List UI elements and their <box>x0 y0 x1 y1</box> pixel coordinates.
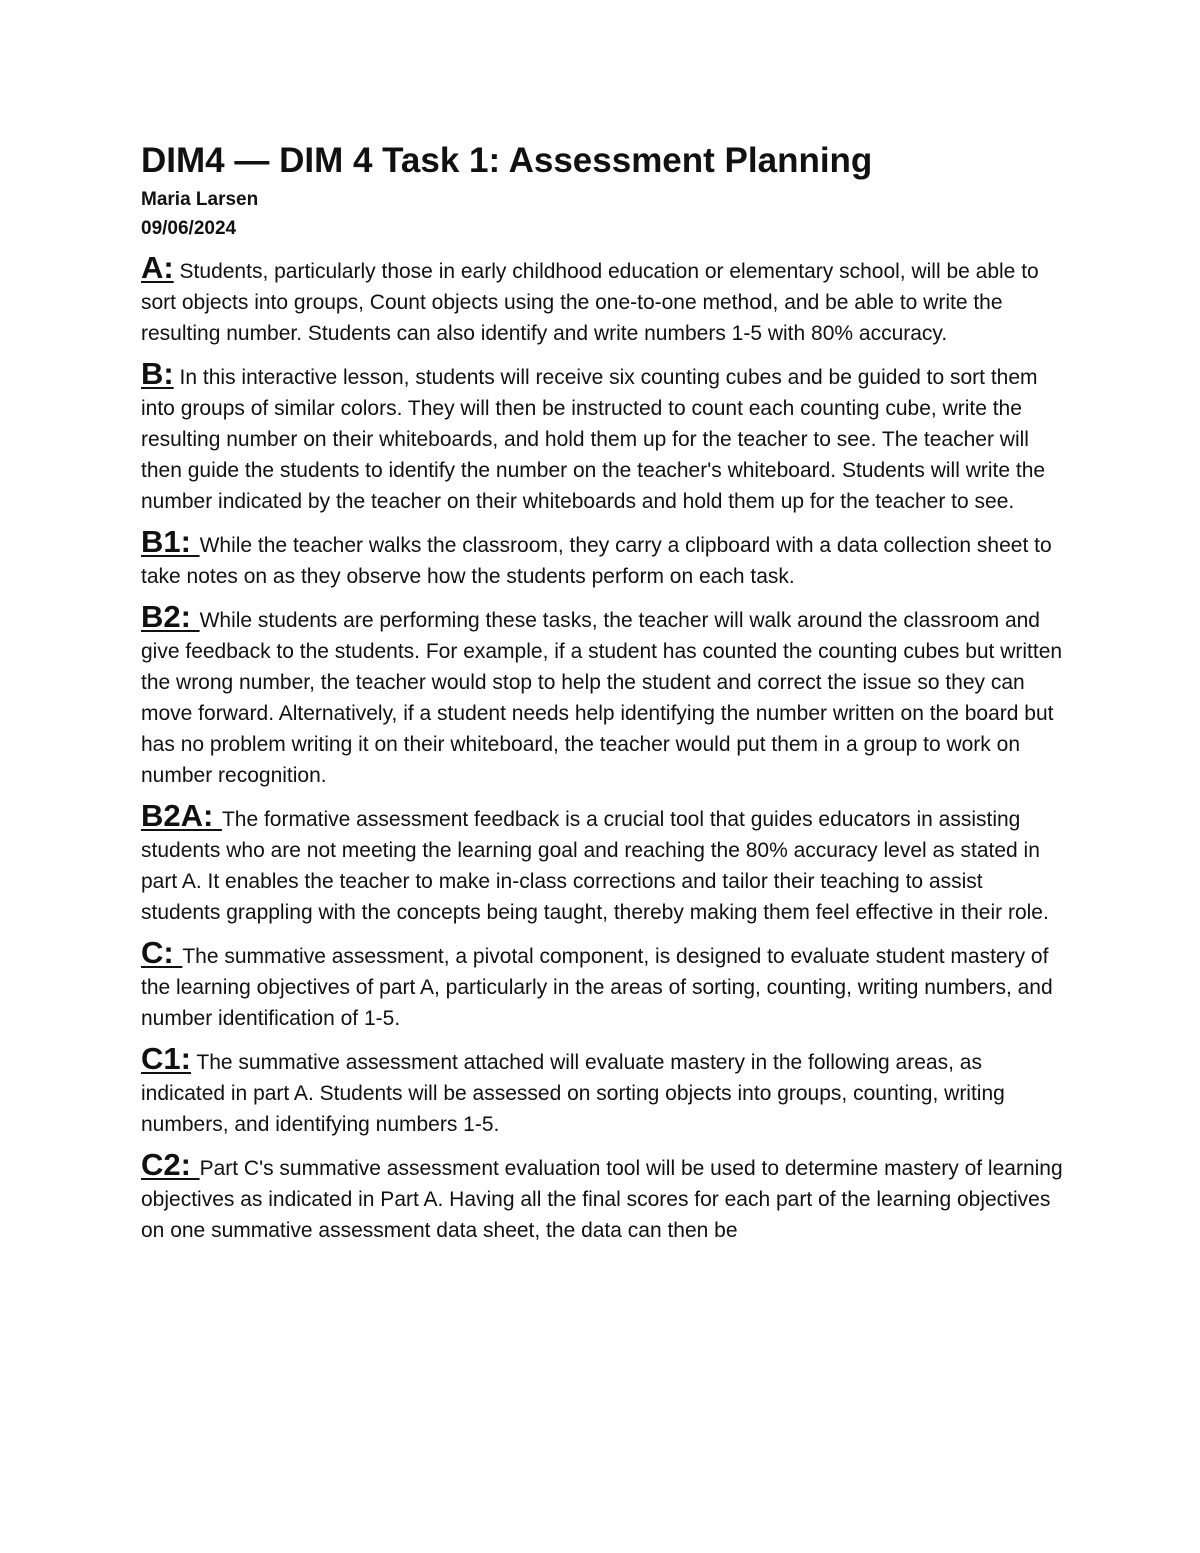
document-page <box>141 140 1066 1246</box>
section-label: B2A: <box>141 798 222 833</box>
section-label: A: <box>141 250 174 285</box>
section-a <box>141 252 1066 349</box>
section-text: While students are performing these tasks, the teacher will walk around the classroom and give feedback to the students. For example, if a student has counted the counting cubes but written the wrong number, the teacher would stop to help the student and correct the issue so they can move forward. Alternatively, if a student needs help identifying the number written on the board but has no problem writing it on their whiteboard, the teacher would put them in a group to work on number recognition. <box>141 609 1063 787</box>
section-text: Students, particularly those in early childhood education or elementary school, will be able to sort objects into groups, Count objects using the one-to-one method, and be able to write the resulting number. Students can also identify and write numbers 1-5 with 80% accuracy. <box>141 260 1039 345</box>
section-label: C2: <box>141 1147 200 1182</box>
section-label: B1: <box>141 524 200 559</box>
section-b1 <box>141 526 1066 592</box>
section-label: B: <box>141 356 174 391</box>
section-b2 <box>141 601 1066 791</box>
section-c2 <box>141 1149 1066 1246</box>
section-text: The summative assessment, a pivotal component, is designed to evaluate student mastery of the learning objectives of part A, particularly in the areas of sorting, counting, writing numbers, and number identification of 1-5. <box>141 945 1053 1030</box>
section-text: While the teacher walks the classroom, they carry a clipboard with a data collection sheet to take notes on as they observe how the students perform on each task. <box>141 534 1052 588</box>
section-b2a <box>141 800 1066 928</box>
document-title: DIM4 — DIM 4 Task 1: Assessment Planning <box>141 141 873 180</box>
section-b <box>141 358 1066 517</box>
author-name: Maria Larsen <box>141 189 259 210</box>
section-c1 <box>141 1043 1066 1140</box>
section-label: B2: <box>141 599 200 634</box>
section-text: The summative assessment attached will evaluate mastery in the following areas, as indicated in part A. Students will be assessed on sorting objects into groups, counting, writing numbers, and identifying numbers 1-5. <box>141 1051 1005 1136</box>
section-label: C1: <box>141 1041 191 1076</box>
document-date: 09/06/2024 <box>141 218 237 239</box>
section-label: C: <box>141 935 183 970</box>
section-text: The formative assessment feedback is a crucial tool that guides educators in assisting students who are not meeting the learning goal and reaching the 80% accuracy level as stated in part A. It enables the teacher to make in-class corrections and tailor their teaching to assist students grappling with the concepts being taught, thereby making them feel effective in their role. <box>141 808 1049 924</box>
section-text: Part C's summative assessment evaluation tool will be used to determine mastery of learning objectives as indicated in Part A. Having all the final scores for each part of the learning objectives on one summative assessment data sheet, the data can then be <box>141 1157 1063 1242</box>
section-c <box>141 937 1066 1034</box>
section-text: In this interactive lesson, students will receive six counting cubes and be guided to sort them into groups of similar colors. They will then be instructed to count each counting cube, write the resulting number on their whiteboards, and hold them up for the teacher to see. The teacher will then guide the students to identify the number on the teacher's whiteboard. Students will write the number indicated by the teacher on their whiteboards and hold them up for the teacher to see. <box>141 366 1046 513</box>
